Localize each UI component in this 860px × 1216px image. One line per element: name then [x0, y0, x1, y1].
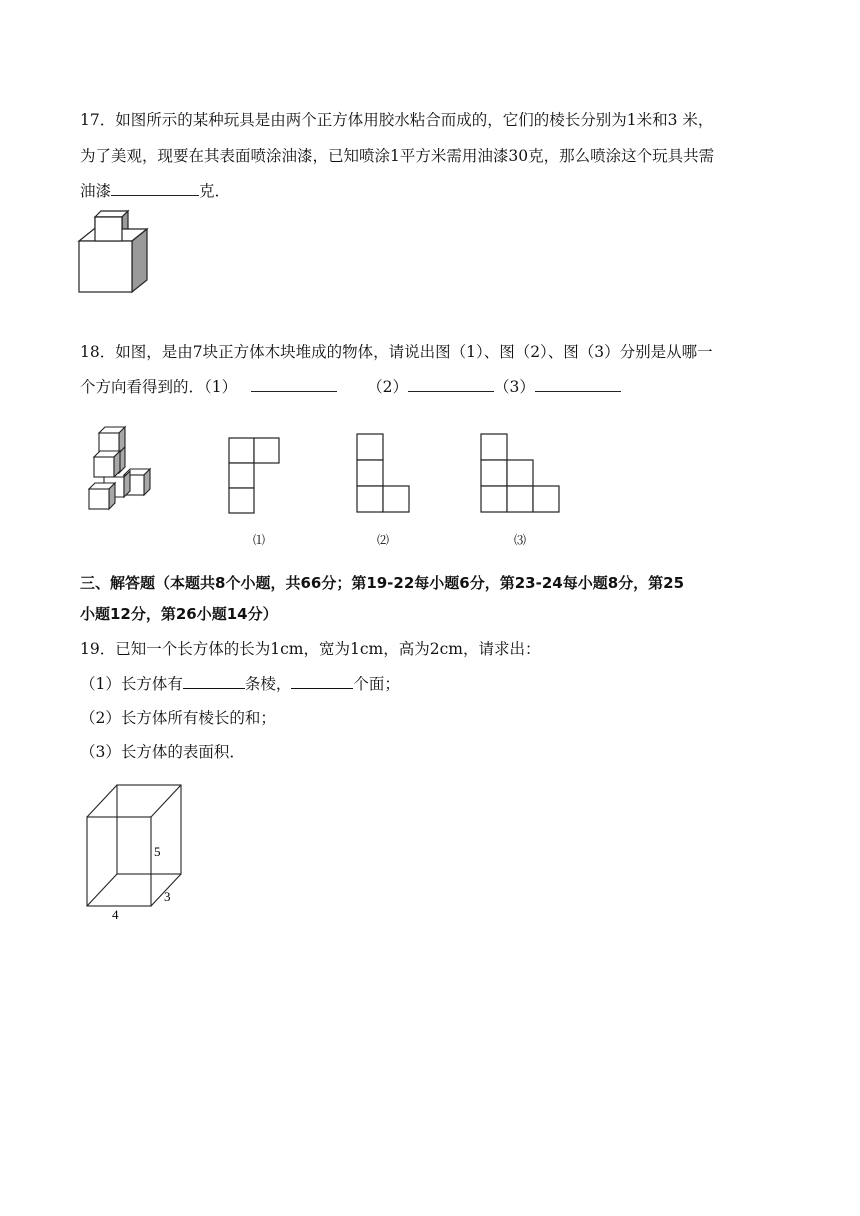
q19-sub1-mid: 条棱， [244, 675, 292, 693]
q18-line2-c: （3） [494, 378, 535, 396]
q18-line1: 18．如图，是由7块正方体木块堆成的物体，请说出图（1）、图（2）、图（3）分别是从哪一 [80, 343, 713, 361]
q18-view-2 [356, 433, 410, 513]
q18-caption-3: ⑶ [514, 533, 527, 547]
q18-blank-3[interactable] [535, 377, 621, 392]
q19-sub1-post: 个面； [353, 675, 400, 693]
q18-caption-2: ⑵ [377, 533, 390, 547]
q17-line3 [80, 181, 230, 201]
q19-blank-edges[interactable] [183, 674, 245, 689]
q19-sub1-pre: （1）长方体有 [80, 675, 183, 693]
q17-line3-post: 克． [199, 182, 231, 200]
q19-label-depth: 3 [164, 889, 171, 904]
q19-blank-faces[interactable] [291, 674, 353, 689]
q17-line2: 为了美观，现要在其表面喷涂油漆，已知喷涂1平方米需用油漆30克，那么喷涂这个玩具共需 [80, 147, 715, 165]
q18-caption-1: ⑴ [253, 533, 266, 547]
q17-cube-figure [78, 210, 150, 294]
q19-sub2: （2）长方体所有棱长的和； [80, 709, 276, 727]
q17-answer-blank[interactable] [111, 181, 199, 196]
q18-line2-b: （2） [367, 378, 408, 396]
q18-line2-a: 个方向看得到的．（1） [80, 378, 238, 396]
q19-label-height: 5 [154, 844, 161, 859]
q18-blank-2[interactable] [408, 377, 494, 392]
q19-line1: 19．已知一个长方体的长为1cm，宽为1cm，高为2cm，请求出： [80, 640, 541, 658]
q19-sub1 [80, 674, 400, 694]
q19-label-length: 4 [112, 907, 119, 922]
q17-line1: 17．如图所示的某种玩具是由两个正方体用胶水粘合而成的，它们的棱长分别为1米和3 米， [80, 111, 714, 129]
q19-cuboid-figure [84, 782, 194, 922]
q17-line3-pre: 油漆 [80, 182, 112, 200]
q18-line2 [80, 377, 621, 397]
section3-heading-line1: 三、解答题（本题共8个小题，共66分；第19-22每小题6分，第23-24每小题8分，第25 [80, 574, 685, 592]
q18-view-3 [480, 433, 560, 513]
q18-stacked-cubes-figure [86, 426, 156, 516]
q18-blank-1[interactable] [251, 377, 337, 392]
q18-view-1 [228, 437, 280, 515]
section3-heading-line2: 小题12分，第26小题14分） [80, 605, 278, 623]
q19-sub3: （3）长方体的表面积． [80, 743, 245, 761]
